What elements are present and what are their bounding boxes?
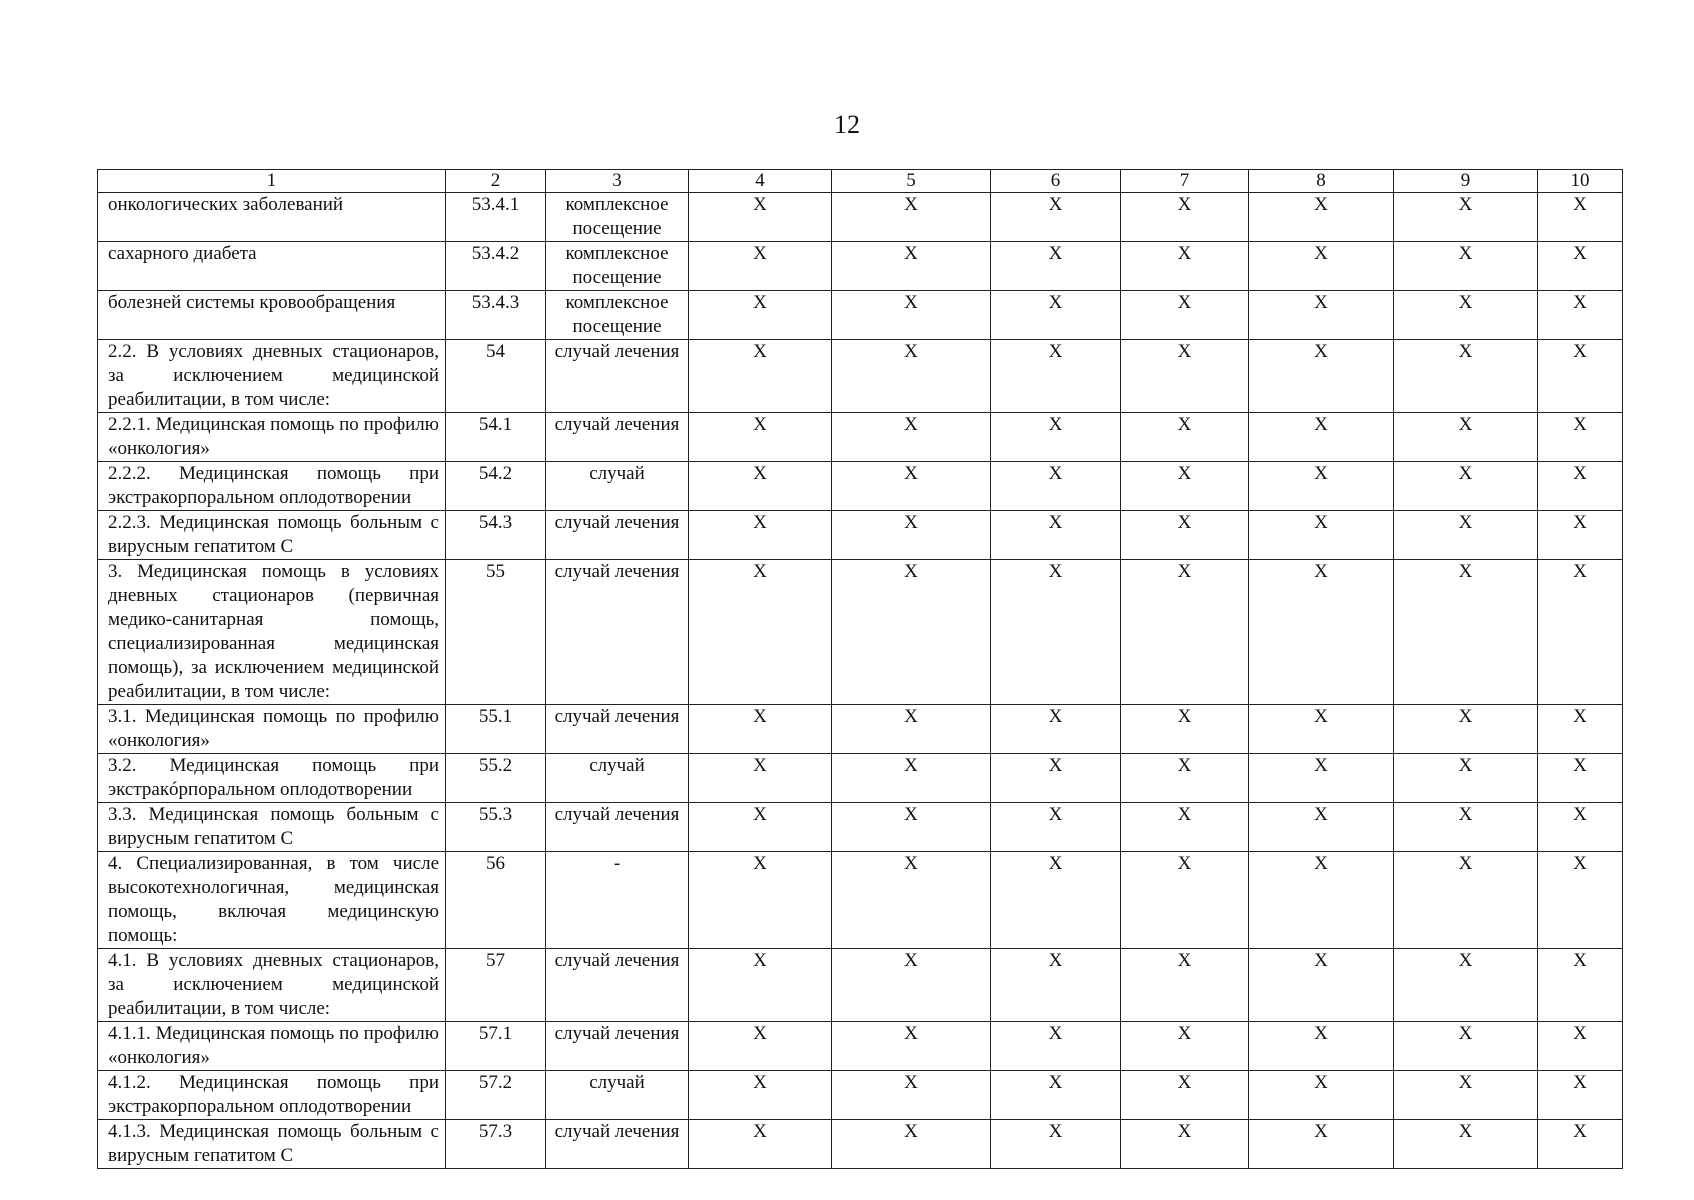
row-name-cell: болезней системы кровообращения <box>98 291 446 340</box>
value-cell: Х <box>832 291 991 340</box>
row-code-cell: 57 <box>446 949 546 1022</box>
table-row <box>98 291 1623 340</box>
value-cell: Х <box>1249 193 1394 242</box>
column-header-10: 10 <box>1538 170 1623 193</box>
table-row <box>98 413 1623 462</box>
row-code-cell: 53.4.2 <box>446 242 546 291</box>
row-code-cell: 57.2 <box>446 1071 546 1120</box>
column-header-6: 6 <box>991 170 1121 193</box>
column-header-1: 1 <box>98 170 446 193</box>
value-cell: Х <box>1394 705 1538 754</box>
value-cell: Х <box>1121 852 1249 949</box>
value-cell: Х <box>689 413 832 462</box>
value-cell: Х <box>1538 291 1623 340</box>
value-cell: Х <box>1538 413 1623 462</box>
row-unit-cell: комплексное посещение <box>546 193 689 242</box>
table-row <box>98 511 1623 560</box>
value-cell: Х <box>991 242 1121 291</box>
value-cell: Х <box>991 193 1121 242</box>
table-row <box>98 1071 1623 1120</box>
table-row <box>98 242 1623 291</box>
row-name-cell: 3.1. Медицинская помощь по профилю «онкология» <box>98 705 446 754</box>
value-cell: Х <box>1121 803 1249 852</box>
value-cell: Х <box>832 1022 991 1071</box>
value-cell: Х <box>689 803 832 852</box>
value-cell: Х <box>832 242 991 291</box>
table-row <box>98 560 1623 705</box>
value-cell: Х <box>832 852 991 949</box>
value-cell: Х <box>1538 949 1623 1022</box>
value-cell: Х <box>1121 1120 1249 1169</box>
row-name-cell: 2.2.2. Медицинская помощь при экстракорпоральном оплодотворении <box>98 462 446 511</box>
table-row <box>98 462 1623 511</box>
value-cell: Х <box>1538 1120 1623 1169</box>
row-unit-cell: случай лечения <box>546 511 689 560</box>
value-cell: Х <box>1394 1120 1538 1169</box>
value-cell: Х <box>1121 949 1249 1022</box>
value-cell: Х <box>991 413 1121 462</box>
value-cell: Х <box>1249 413 1394 462</box>
row-name-cell: 4.1.3. Медицинская помощь больным с вирусным гепатитом С <box>98 1120 446 1169</box>
row-unit-cell: - <box>546 852 689 949</box>
value-cell: Х <box>1538 511 1623 560</box>
value-cell: Х <box>1538 560 1623 705</box>
value-cell: Х <box>1121 1022 1249 1071</box>
value-cell: Х <box>1249 705 1394 754</box>
row-unit-cell: случай лечения <box>546 340 689 413</box>
row-code-cell: 54 <box>446 340 546 413</box>
value-cell: Х <box>689 852 832 949</box>
value-cell: Х <box>832 340 991 413</box>
row-name-cell: 4.1.2. Медицинская помощь при экстракорпоральном оплодотворении <box>98 1071 446 1120</box>
value-cell: Х <box>991 803 1121 852</box>
value-cell: Х <box>1394 340 1538 413</box>
value-cell: Х <box>1394 560 1538 705</box>
value-cell: Х <box>1538 705 1623 754</box>
row-name-cell: 2.2.3. Медицинская помощь больным с вирусным гепатитом С <box>98 511 446 560</box>
value-cell: Х <box>1394 754 1538 803</box>
value-cell: Х <box>689 340 832 413</box>
row-name-cell: онкологических заболеваний <box>98 193 446 242</box>
value-cell: Х <box>1249 511 1394 560</box>
value-cell: Х <box>991 1120 1121 1169</box>
value-cell: Х <box>1538 803 1623 852</box>
table-row <box>98 340 1623 413</box>
value-cell: Х <box>689 511 832 560</box>
row-unit-cell: случай лечения <box>546 705 689 754</box>
row-name-cell: 2.2.1. Медицинская помощь по профилю «онкология» <box>98 413 446 462</box>
data-table <box>97 169 1623 1169</box>
header-row <box>98 170 1623 193</box>
value-cell: Х <box>1394 1022 1538 1071</box>
value-cell: Х <box>832 511 991 560</box>
value-cell: Х <box>832 705 991 754</box>
value-cell: Х <box>1121 560 1249 705</box>
column-header-2: 2 <box>446 170 546 193</box>
column-header-4: 4 <box>689 170 832 193</box>
row-code-cell: 53.4.1 <box>446 193 546 242</box>
value-cell: Х <box>1394 511 1538 560</box>
row-unit-cell: случай лечения <box>546 803 689 852</box>
row-code-cell: 54.3 <box>446 511 546 560</box>
row-code-cell: 55.1 <box>446 705 546 754</box>
column-header-9: 9 <box>1394 170 1538 193</box>
row-unit-cell: комплексное посещение <box>546 291 689 340</box>
row-code-cell: 55.3 <box>446 803 546 852</box>
value-cell: Х <box>1249 242 1394 291</box>
table-row <box>98 193 1623 242</box>
value-cell: Х <box>1121 754 1249 803</box>
value-cell: Х <box>1249 754 1394 803</box>
row-unit-cell: случай лечения <box>546 1022 689 1071</box>
value-cell: Х <box>832 560 991 705</box>
row-unit-cell: случай <box>546 754 689 803</box>
row-unit-cell: случай <box>546 1071 689 1120</box>
row-name-cell: 2.2. В условиях дневных стационаров, за исключением медицинской реабилитации, в том числе: <box>98 340 446 413</box>
value-cell: Х <box>832 193 991 242</box>
row-unit-cell: случай <box>546 462 689 511</box>
value-cell: Х <box>1538 340 1623 413</box>
value-cell: Х <box>1121 242 1249 291</box>
row-name-cell: 3.3. Медицинская помощь больным с вирусным гепатитом С <box>98 803 446 852</box>
value-cell: Х <box>832 754 991 803</box>
table-row <box>98 949 1623 1022</box>
value-cell: Х <box>689 242 832 291</box>
value-cell: Х <box>991 1071 1121 1120</box>
value-cell: Х <box>689 754 832 803</box>
row-code-cell: 57.3 <box>446 1120 546 1169</box>
value-cell: Х <box>1249 291 1394 340</box>
value-cell: Х <box>1538 462 1623 511</box>
value-cell: Х <box>1394 413 1538 462</box>
value-cell: Х <box>689 560 832 705</box>
value-cell: Х <box>689 193 832 242</box>
table-row <box>98 754 1623 803</box>
value-cell: Х <box>1121 462 1249 511</box>
value-cell: Х <box>991 340 1121 413</box>
row-unit-cell: случай лечения <box>546 560 689 705</box>
value-cell: Х <box>991 560 1121 705</box>
value-cell: Х <box>991 852 1121 949</box>
value-cell: Х <box>991 291 1121 340</box>
value-cell: Х <box>832 803 991 852</box>
value-cell: Х <box>991 1022 1121 1071</box>
row-name-cell: 4.1.1. Медицинская помощь по профилю «онкология» <box>98 1022 446 1071</box>
value-cell: Х <box>1249 1022 1394 1071</box>
value-cell: Х <box>689 1022 832 1071</box>
value-cell: Х <box>1249 949 1394 1022</box>
column-header-7: 7 <box>1121 170 1249 193</box>
row-code-cell: 57.1 <box>446 1022 546 1071</box>
value-cell: Х <box>991 462 1121 511</box>
value-cell: Х <box>991 511 1121 560</box>
value-cell: Х <box>1249 1071 1394 1120</box>
value-cell: Х <box>1394 242 1538 291</box>
row-name-cell: 4. Специализированная, в том числе высокотехнологичная, медицинская помощь, включая медицинскую помощь: <box>98 852 446 949</box>
value-cell: Х <box>1538 1022 1623 1071</box>
value-cell: Х <box>991 705 1121 754</box>
value-cell: Х <box>1249 852 1394 949</box>
value-cell: Х <box>832 462 991 511</box>
value-cell: Х <box>1394 852 1538 949</box>
value-cell: Х <box>1249 803 1394 852</box>
value-cell: Х <box>1121 413 1249 462</box>
row-unit-cell: случай лечения <box>546 949 689 1022</box>
table-row <box>98 705 1623 754</box>
value-cell: Х <box>689 705 832 754</box>
value-cell: Х <box>689 1120 832 1169</box>
table-row <box>98 803 1623 852</box>
column-header-3: 3 <box>546 170 689 193</box>
value-cell: Х <box>689 1071 832 1120</box>
row-code-cell: 54.2 <box>446 462 546 511</box>
value-cell: Х <box>1394 803 1538 852</box>
row-code-cell: 55.2 <box>446 754 546 803</box>
row-name-cell: 4.1. В условиях дневных стационаров, за исключением медицинской реабилитации, в том числе: <box>98 949 446 1022</box>
value-cell: Х <box>832 1071 991 1120</box>
value-cell: Х <box>1121 340 1249 413</box>
value-cell: Х <box>1538 754 1623 803</box>
value-cell: Х <box>1249 1120 1394 1169</box>
value-cell: Х <box>1394 949 1538 1022</box>
value-cell: Х <box>1394 291 1538 340</box>
value-cell: Х <box>1538 1071 1623 1120</box>
value-cell: Х <box>1121 193 1249 242</box>
value-cell: Х <box>1121 705 1249 754</box>
value-cell: Х <box>689 462 832 511</box>
table-row <box>98 852 1623 949</box>
row-unit-cell: случай лечения <box>546 413 689 462</box>
value-cell: Х <box>689 291 832 340</box>
page-number: 12 <box>834 110 860 139</box>
value-cell: Х <box>1394 193 1538 242</box>
value-cell: Х <box>832 949 991 1022</box>
value-cell: Х <box>832 1120 991 1169</box>
value-cell: Х <box>1121 1071 1249 1120</box>
row-code-cell: 54.1 <box>446 413 546 462</box>
row-name-cell: 3. Медицинская помощь в условиях дневных стационаров (первичная медико-санитарная помощь, специализированная медицинская помощь), за исключением медицинской реабилитации, в том числе: <box>98 560 446 705</box>
table-row <box>98 1120 1623 1169</box>
value-cell: Х <box>1249 462 1394 511</box>
row-name-cell: 3.2. Медицинская помощь при экстракóрпоральном оплодотворении <box>98 754 446 803</box>
value-cell: Х <box>1394 1071 1538 1120</box>
value-cell: Х <box>1249 560 1394 705</box>
row-name-cell: сахарного диабета <box>98 242 446 291</box>
row-code-cell: 53.4.3 <box>446 291 546 340</box>
column-header-8: 8 <box>1249 170 1394 193</box>
value-cell: Х <box>832 413 991 462</box>
column-header-5: 5 <box>832 170 991 193</box>
value-cell: Х <box>1121 511 1249 560</box>
row-code-cell: 56 <box>446 852 546 949</box>
value-cell: Х <box>1538 193 1623 242</box>
value-cell: Х <box>991 949 1121 1022</box>
value-cell: Х <box>1121 291 1249 340</box>
value-cell: Х <box>1538 242 1623 291</box>
row-unit-cell: случай лечения <box>546 1120 689 1169</box>
value-cell: Х <box>689 949 832 1022</box>
table-body <box>98 193 1623 1169</box>
value-cell: Х <box>1394 462 1538 511</box>
table-row <box>98 1022 1623 1071</box>
value-cell: Х <box>1538 852 1623 949</box>
value-cell: Х <box>1249 340 1394 413</box>
row-unit-cell: комплексное посещение <box>546 242 689 291</box>
value-cell: Х <box>991 754 1121 803</box>
row-code-cell: 55 <box>446 560 546 705</box>
